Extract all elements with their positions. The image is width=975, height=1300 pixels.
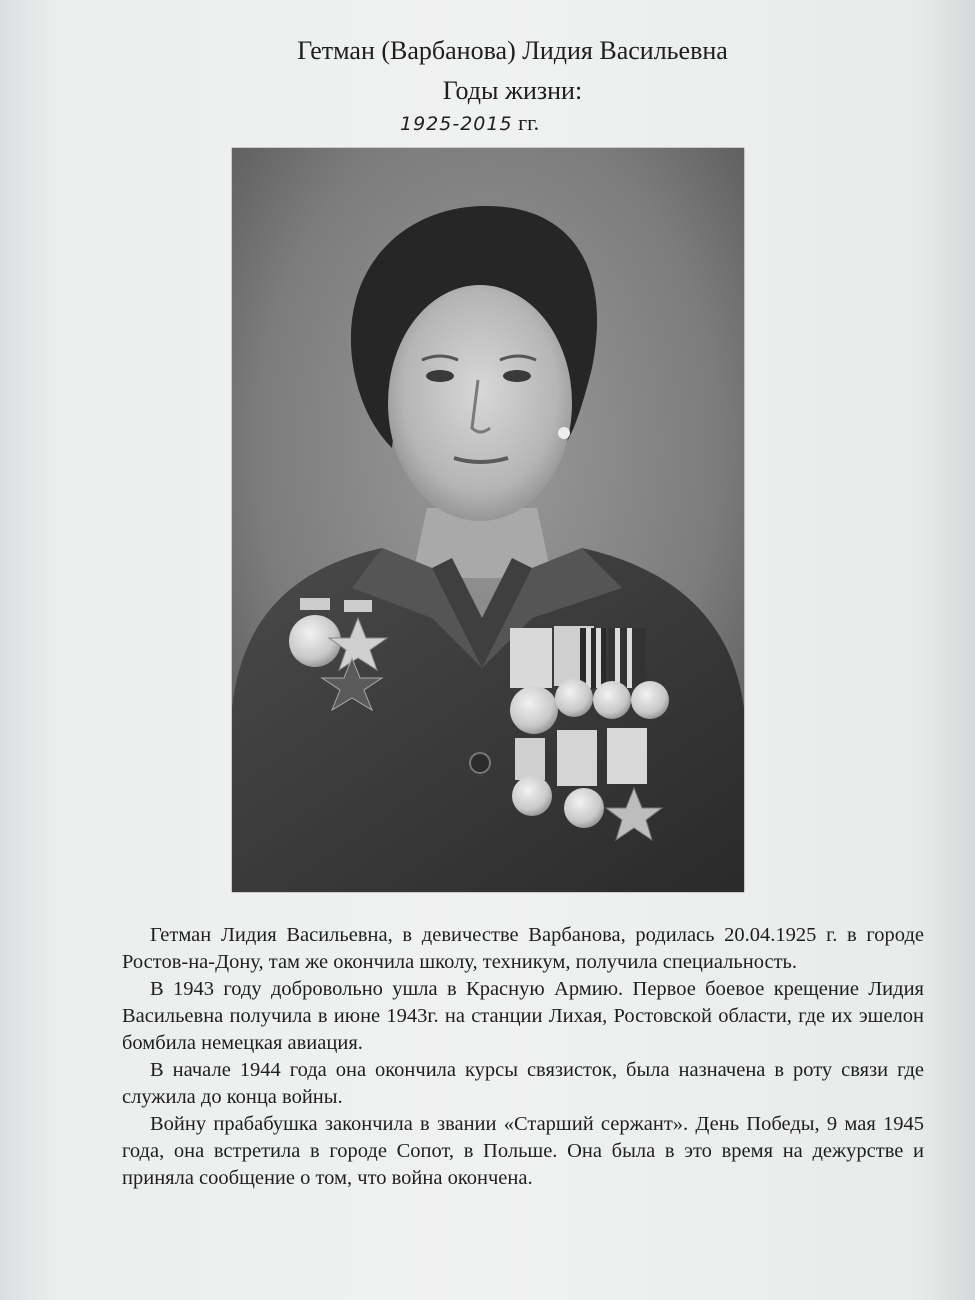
bio-paragraph: Войну прабабушка закончила в звании «Старший сержант». День Победы, 9 мая 1945 года, она встретила в городе Сопот, в Польше. Она была в это время на дежурстве и приняла сообщение о том, что война окончена. (122, 1113, 924, 1189)
portrait-photo (232, 148, 744, 892)
years-label: Годы жизни: (442, 76, 583, 105)
biography-text (122, 922, 924, 1192)
life-years (400, 110, 539, 136)
page-title: Гетман (Варбанова) Лидия Васильевна (297, 36, 728, 65)
portrait-illustration (232, 148, 744, 892)
bio-paragraph: Гетман Лидия Васильевна, в девичестве Варбанова, родилась 20.04.1925 г. в городе Ростов-на-Дону, там же окончила школу, техникум, получила специальность. (122, 924, 924, 973)
handwritten-years: 1925-2015 (400, 113, 513, 135)
years-suffix: гг. (518, 110, 540, 135)
bio-paragraph: В начале 1944 года она окончила курсы связисток, была назначена в роту связи где служила до конца войны. (122, 1059, 924, 1108)
bio-paragraph: В 1943 году добровольно ушла в Красную Армию. Первое боевое крещение Лидия Васильевна получила в июне 1943г. на станции Лихая, Ростовской области, где их эшелон бомбила немецкая авиация. (122, 978, 924, 1054)
